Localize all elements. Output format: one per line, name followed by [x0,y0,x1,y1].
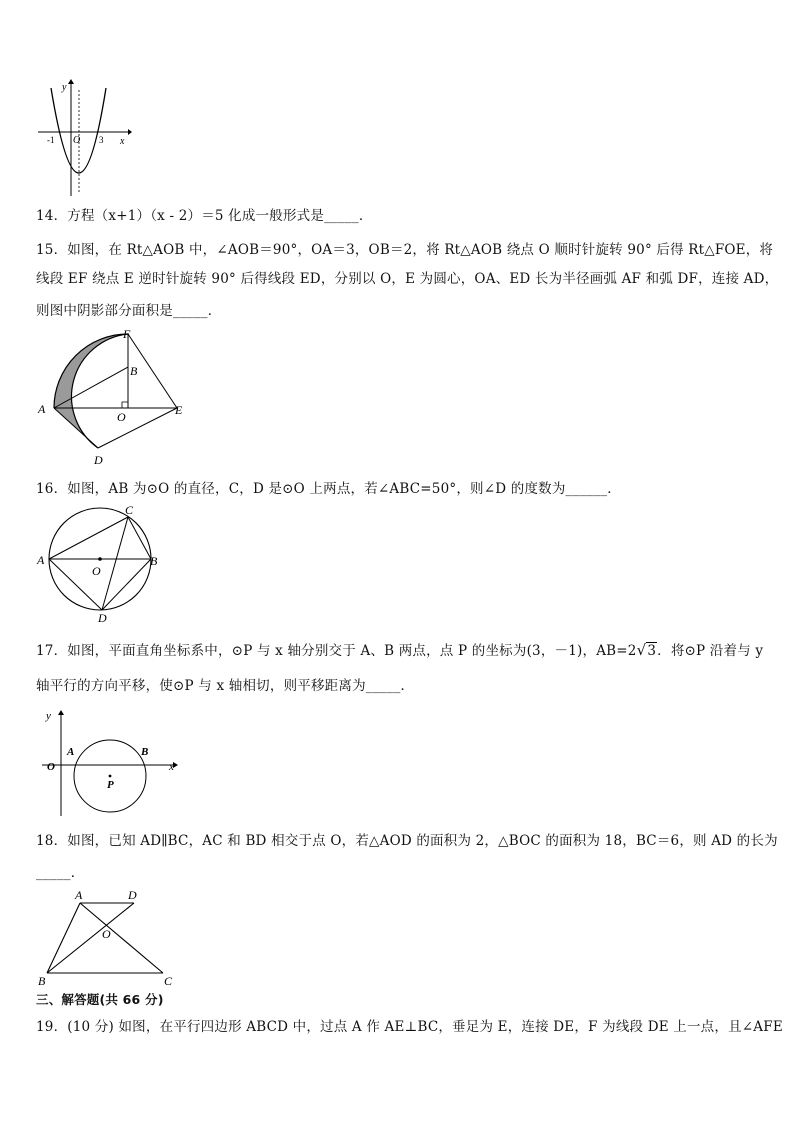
question-17-text-a: 17．如图，平面直角坐标系中，⊙P 与 x 轴分别交于 A、B 两点，点 P 的坐标为(3，－1)，AB=2 [36,643,637,659]
figure-16 [34,502,164,624]
label-a: A [37,553,45,567]
label-p: P [107,779,114,791]
label-a: A [38,402,46,416]
segment-ed [98,408,177,448]
right-angle-mark [122,402,128,408]
label-f: F [123,327,131,341]
chord-ac [49,517,128,559]
label-d: D [94,453,103,467]
question-17-text-b: ．将⊙P 沿着与 y [657,643,764,659]
chord-cb [128,517,151,559]
y-axis-arrow-icon [58,710,64,715]
question-15-line-1: 15．如图，在 Rt△AOB 中，∠AOB＝90°，OA＝3，OB＝2，将 Rt△AOB 绕点 O 顺时针旋转 90° 后得 Rt△FOE，将 [36,242,774,258]
label-b: B [38,974,46,988]
origin-label: O [47,761,55,773]
x-axis-label: x [120,136,125,147]
x-axis-arrow-icon [128,129,132,135]
question-18-line-2: _____． [36,865,85,881]
y-axis-arrow-icon [68,79,74,84]
label-a: A [67,746,75,758]
figure-15 [34,326,194,468]
y-axis-label: y [46,710,51,722]
center-point-p [109,775,112,778]
label-d: D [128,888,137,902]
label-o: O [117,410,126,424]
parabola-curve [51,88,106,173]
sqrt-radicand: 3 [647,643,657,659]
question-17-line-1 [36,641,763,660]
origin-label: O [73,135,81,146]
center-point [98,557,102,561]
y-axis-label: y [62,82,67,93]
question-19-line-1: 19．(10 分) 如图，在平行四边形 ABCD 中，过点 A 作 AE⊥BC，垂足为 E，连接 DE，F 为线段 DE 上一点，且∠AFE [36,1019,783,1035]
root-label-3: 3 [99,135,104,145]
segment-ab [47,903,80,973]
question-14: 14．方程（x+1）（x - 2）＝5 化成一般形式是_____． [36,208,373,224]
figure-17 [40,704,182,818]
question-15-line-3: 则图中阴影部分面积是_____． [36,303,222,319]
label-o: O [102,927,111,941]
question-15-line-2: 线段 EF 绕点 E 逆时针旋转 90° 后得线段 ED，分别以 O，E 为圆心，OA、ED 长为半径画弧 AF 和弧 DF，连接 AD， [36,271,779,287]
label-b: B [150,554,158,568]
figure-18 [34,884,182,990]
sqrt-radical-icon: √ [636,641,647,659]
parabola-figure [36,76,132,198]
question-16: 16．如图，AB 为⊙O 的直径，C，D 是⊙O 上两点，若∠ABC=50°，则∠D 的度数为______． [36,481,621,497]
label-d: D [98,611,107,624]
label-c: C [125,503,134,517]
x-axis-label: x [169,761,174,773]
label-e: E [175,403,183,417]
segment-ad [54,408,98,448]
section-3-title: 三、解答题(共 66 分) [36,992,164,1007]
root-label-neg1: -1 [47,135,55,145]
question-18-line-1: 18．如图，已知 AD∥BC，AC 和 BD 相交于点 O，若△AOD 的面积为 2，△BOC 的面积为 18，BC＝6，则 AD 的长为 [36,833,778,849]
label-b: B [141,746,149,758]
label-c: C [164,974,173,988]
label-b: B [130,364,138,378]
label-a: A [75,888,83,902]
label-o: O [92,564,101,578]
question-17-line-2: 轴平行的方向平移，使⊙P 与 x 轴相切，则平移距离为_____． [36,678,415,694]
